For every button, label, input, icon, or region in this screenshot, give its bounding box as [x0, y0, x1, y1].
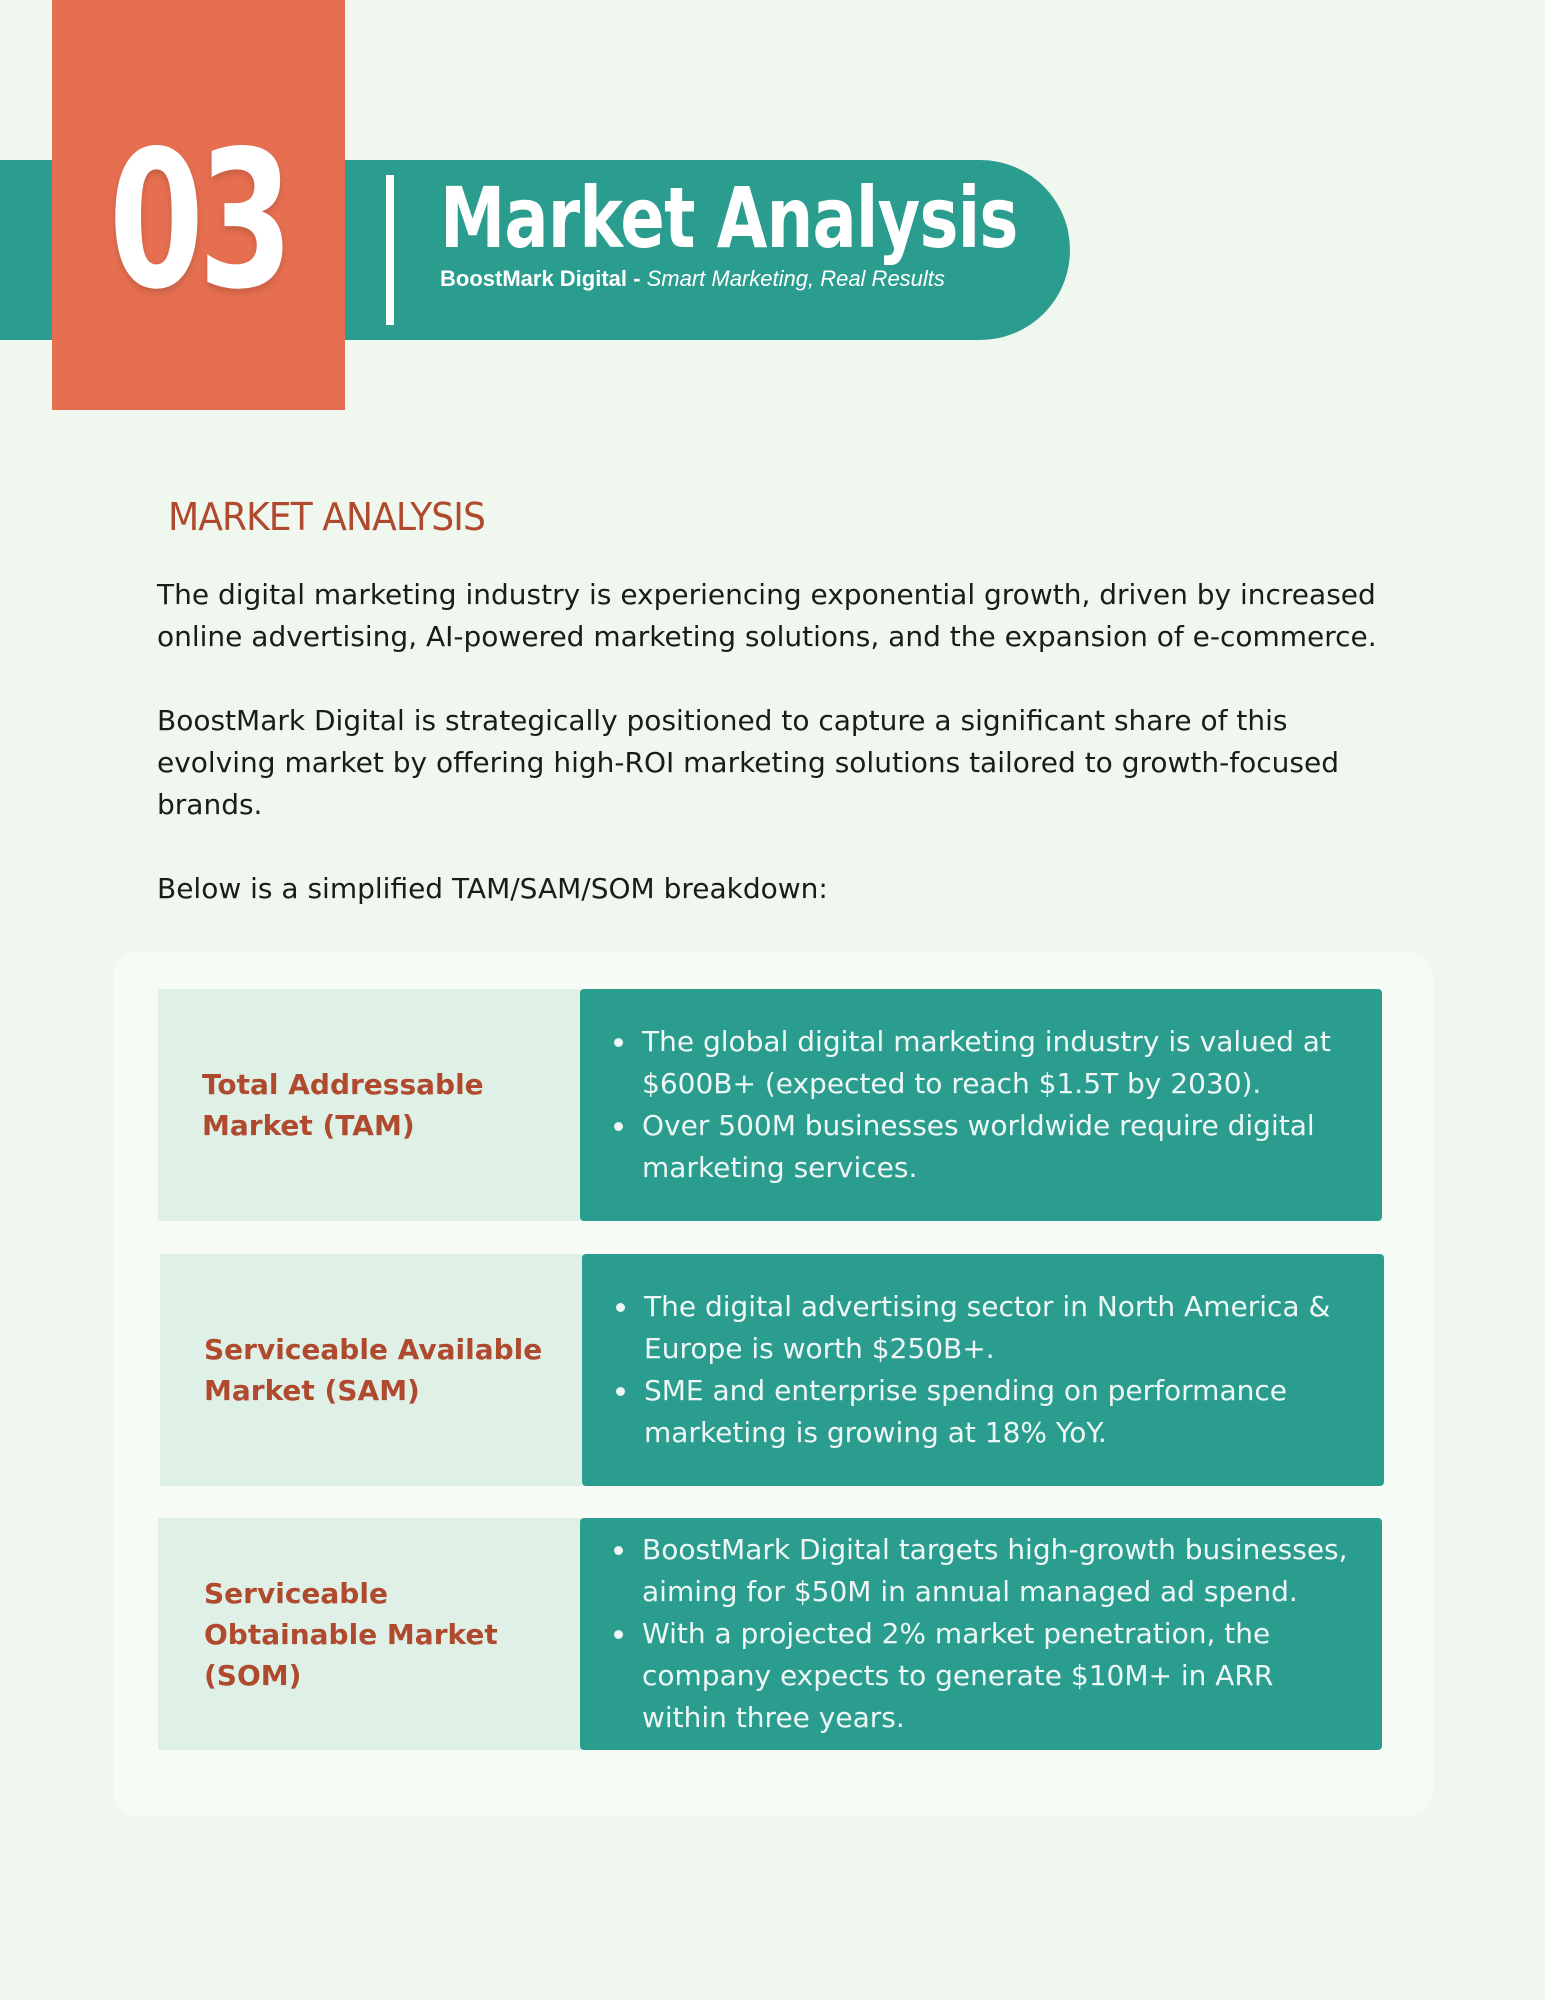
market-label-cell — [158, 1518, 582, 1750]
market-breakdown-card — [113, 952, 1433, 1816]
brand-tagline: Smart Marketing, Real Results — [646, 266, 945, 291]
intro-text — [157, 574, 1397, 952]
intro-paragraph: The digital marketing industry is experiencing exponential growth, driven by increased online advertising, AI-powered marketing solutions, and the expansion of e-commerce. — [157, 578, 1377, 653]
market-points-list — [580, 1529, 1382, 1739]
market-point: • The digital advertising sector in North America & Europe is worth $250B+. — [640, 1286, 1354, 1370]
market-label: Serviceable Obtainable Market (SOM) — [204, 1576, 498, 1692]
intro-paragraph: Below is a simplified TAM/SAM/SOM breakdown: — [157, 872, 828, 905]
header-divider — [386, 175, 394, 325]
page-title: Market Analysis — [440, 169, 1018, 267]
market-point: • With a projected 2% market penetration, the company expects to generate $10M+ in ARR within three years. — [638, 1613, 1352, 1739]
market-label: Total Addressable Market (TAM) — [202, 1068, 484, 1142]
market-detail-cell — [580, 989, 1382, 1221]
market-point: • Over 500M businesses worldwide require digital marketing services. — [638, 1105, 1352, 1189]
brand-name: BoostMark Digital — [440, 266, 628, 291]
market-detail-cell — [580, 1518, 1382, 1750]
intro-paragraph: BoostMark Digital is strategically positioned to capture a significant share of this evolving market by offering high-ROI marketing solutions tailored to growth-focused brands. — [157, 704, 1339, 821]
market-label-cell — [160, 1254, 584, 1486]
section-number-block — [52, 0, 345, 410]
market-points-list — [582, 1286, 1384, 1454]
market-label: Serviceable Available Market (SAM) — [204, 1333, 543, 1407]
subtitle-separator: - — [627, 266, 647, 291]
section-heading: MARKET ANALYSIS — [168, 495, 485, 539]
header-subtitle — [440, 266, 945, 292]
market-point: • SME and enterprise spending on performance marketing is growing at 18% YoY. — [640, 1370, 1354, 1454]
market-point: • BoostMark Digital targets high-growth businesses, aiming for $50M in annual managed ad spend. — [638, 1529, 1352, 1613]
section-number: 03 — [109, 109, 288, 331]
market-points-list — [580, 1021, 1382, 1189]
market-detail-cell — [582, 1254, 1384, 1486]
market-label-cell — [158, 989, 582, 1221]
market-point: • The global digital marketing industry is valued at $600B+ (expected to reach $1.5T by 2030). — [638, 1021, 1352, 1105]
